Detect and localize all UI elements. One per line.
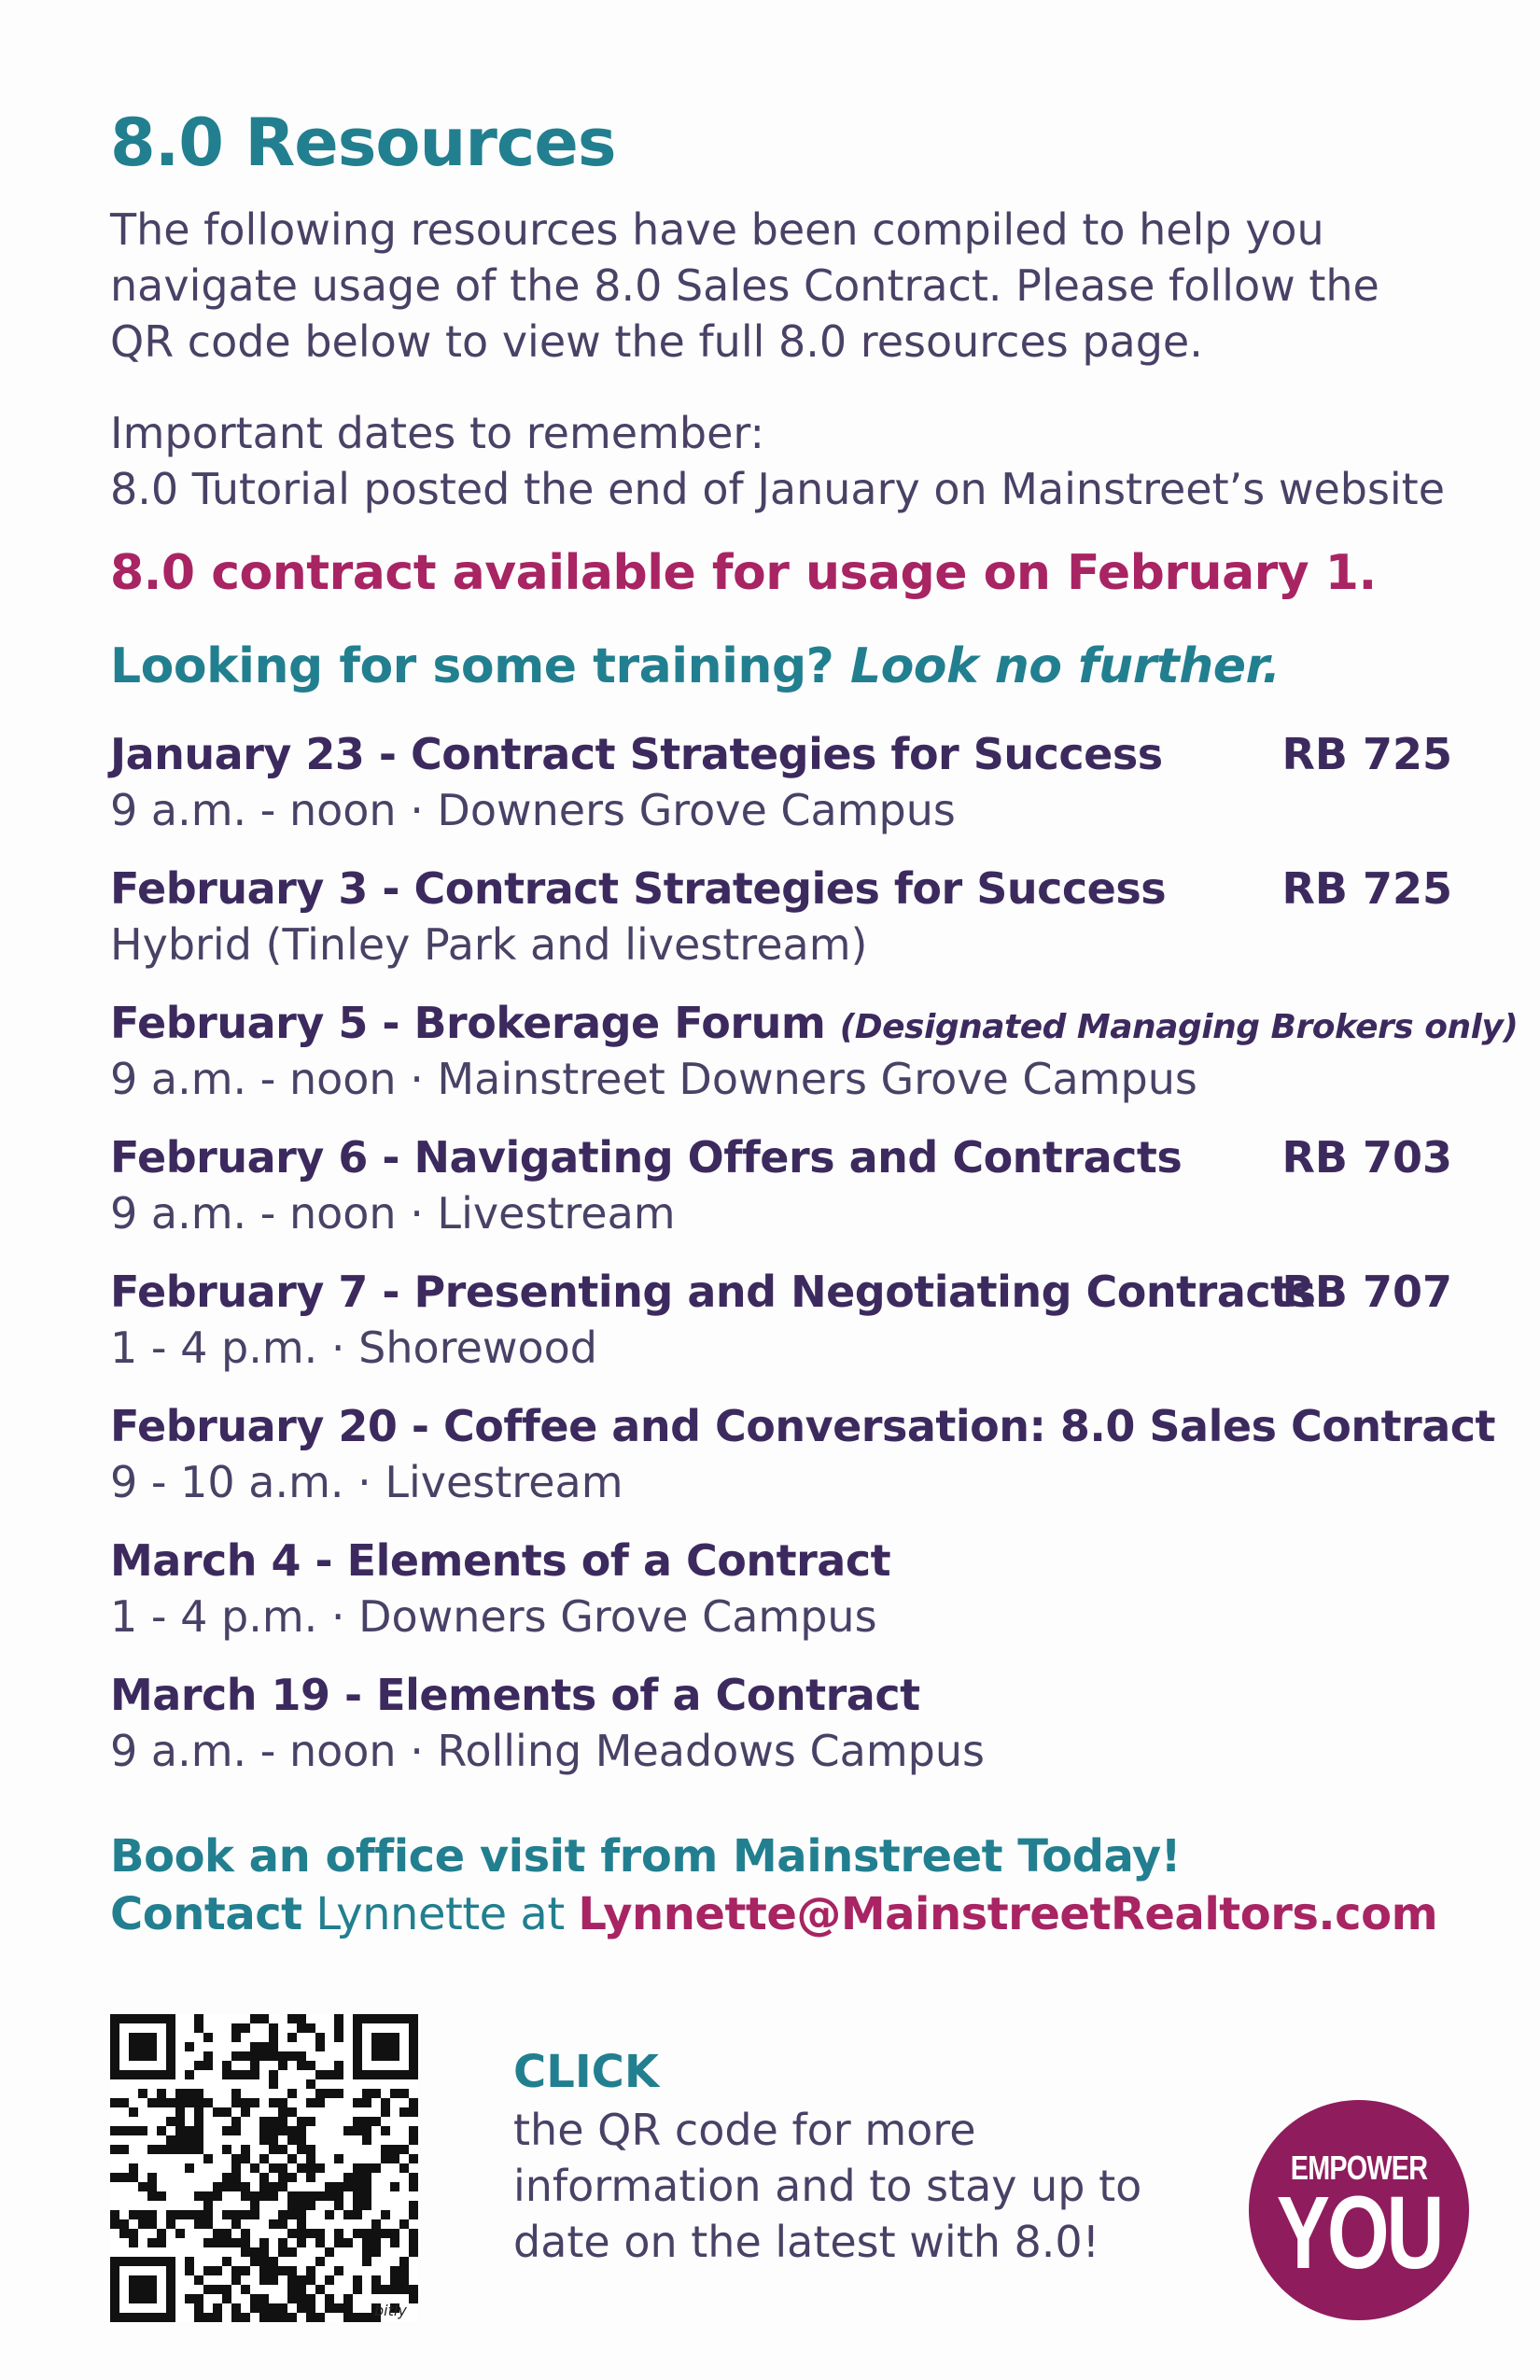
contact-email-link[interactable]: Lynnette@MainstreetRealtors.com — [578, 1888, 1438, 1940]
event-detail: 1 - 4 p.m. · Shorewood — [110, 1323, 597, 1373]
empower-you-logo — [1249, 2100, 1469, 2320]
event-title: February 7 - Presenting and Negotiating Contracts — [110, 1267, 1316, 1317]
intro-paragraph — [110, 202, 1473, 370]
event-course-code: RB 725 — [1281, 863, 1452, 914]
tutorial-date: 8.0 Tutorial posted the end of January on Mainstreet’s website — [110, 464, 1446, 514]
important-dates-label: Important dates to remember: — [110, 408, 765, 458]
event-title: March 4 - Elements of a Contract — [110, 1535, 891, 1586]
event-title-text: February 5 - Brokerage Forum — [110, 998, 826, 1048]
intro-line: The following resources have been compiled to help you — [110, 204, 1324, 255]
important-dates — [110, 405, 1473, 517]
event-detail: 9 - 10 a.m. · Livestream — [110, 1457, 623, 1507]
event-item — [110, 1398, 1496, 1510]
event-note: (Designated Managing Brokers only) — [839, 1008, 1519, 1046]
event-detail: 9 a.m. - noon · Rolling Meadows Campus — [110, 1726, 985, 1776]
contact-text: Lynnette at — [315, 1888, 565, 1940]
click-text — [513, 2102, 1141, 2270]
qr-code[interactable] — [110, 2014, 418, 2322]
event-detail: 9 a.m. - noon · Livestream — [110, 1188, 676, 1239]
event-course-code: RB 707 — [1281, 1267, 1452, 1317]
event-title: February 20 - Coffee and Conversation: 8.0 Sales Contract — [110, 1401, 1496, 1451]
event-item — [110, 1667, 1473, 1779]
event-title: March 19 - Elements of a Contract — [110, 1670, 920, 1720]
qr-brand-label: bitly — [374, 2302, 407, 2319]
contact-label: Contact — [110, 1888, 302, 1940]
event-detail: 9 a.m. - noon · Downers Grove Campus — [110, 785, 956, 835]
event-item — [110, 861, 1473, 973]
intro-line: QR code below to view the full 8.0 resources page. — [110, 316, 1203, 367]
event-course-code: RB 725 — [1281, 729, 1452, 779]
event-title: February 3 - Contract Strategies for Success — [110, 863, 1167, 914]
event-item — [110, 1129, 1473, 1241]
logo-bottom-text: YOU — [1276, 2176, 1442, 2290]
intro-line: navigate usage of the 8.0 Sales Contract. Please follow the — [110, 260, 1379, 311]
event-item — [110, 726, 1473, 838]
click-line: date on the latest with 8.0! — [513, 2217, 1100, 2267]
qr-code-image[interactable] — [110, 2014, 418, 2322]
event-item — [110, 995, 1519, 1107]
click-heading: CLICK — [513, 2046, 660, 2098]
training-answer: Look no further. — [849, 638, 1281, 694]
contract-availability: 8.0 contract available for usage on February 1. — [110, 545, 1377, 601]
event-detail: Hybrid (Tinley Park and livestream) — [110, 919, 868, 970]
logo-top-text: EMPOWER — [1290, 2149, 1428, 2187]
click-line: information and to stay up to — [513, 2161, 1142, 2211]
event-detail: 1 - 4 p.m. · Downers Grove Campus — [110, 1591, 877, 1642]
event-title: February 6 - Navigating Offers and Contracts — [110, 1132, 1183, 1183]
resources-page — [110, 105, 1519, 1943]
event-title — [110, 998, 1518, 1048]
click-callout — [513, 2042, 1141, 2270]
training-heading — [110, 638, 1473, 694]
booking-heading: Book an office visit from Mainstreet Today! — [110, 1830, 1182, 1883]
page-title: 8.0 Resources — [110, 105, 616, 181]
training-question: Looking for some training? — [110, 638, 834, 694]
event-item — [110, 1264, 1473, 1376]
booking-section — [110, 1827, 1473, 1943]
event-item — [110, 1533, 1473, 1645]
booking-contact — [110, 1885, 1473, 1943]
click-line: the QR code for more — [513, 2105, 976, 2155]
event-detail: 9 a.m. - noon · Mainstreet Downers Grove Campus — [110, 1054, 1197, 1104]
event-course-code: RB 703 — [1281, 1132, 1452, 1183]
events-list — [110, 726, 1519, 1779]
event-title: January 23 - Contract Strategies for Success — [110, 729, 1163, 779]
